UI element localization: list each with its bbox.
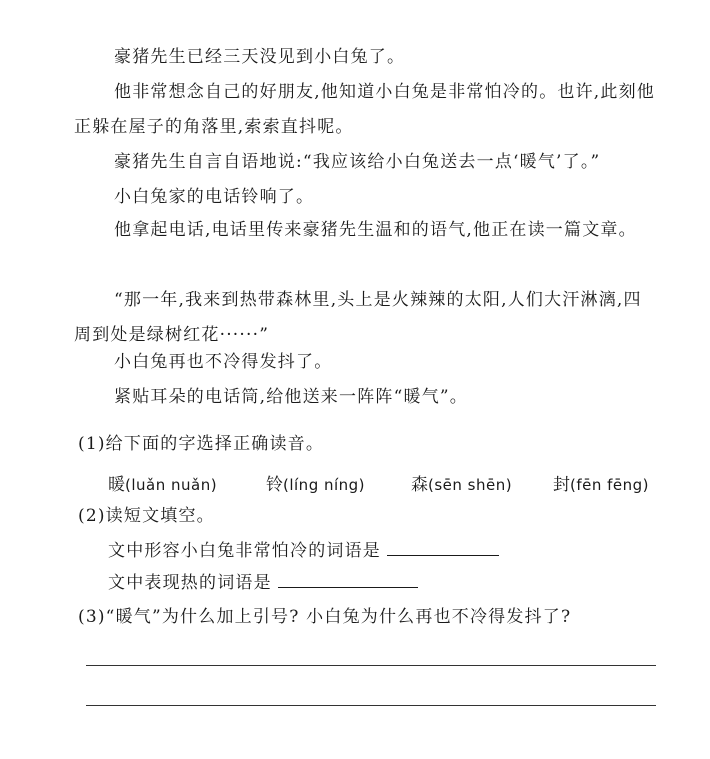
- passage-paragraph-5: 他拿起电话,电话里传来豪猪先生温和的语气,他正在读一篇文章。: [114, 220, 637, 240]
- question-2-label: (2)读短文填空。: [78, 506, 215, 526]
- answer-line-1[interactable]: [86, 665, 656, 666]
- passage-paragraph-2: 他非常想念自己的好朋友,他知道小白兔是非常怕冷的。也许,此刻他正躲在屋子的角落里,索索直抖呢。: [74, 82, 656, 137]
- pinyin-char: 铃: [266, 475, 283, 495]
- pinyin-choices: [108, 470, 663, 500]
- pinyin-options: (líng níng): [283, 476, 366, 494]
- question-2-line-1: [108, 537, 499, 565]
- pinyin-choice-2: [266, 470, 365, 500]
- pinyin-options: (fēn fēng): [570, 476, 650, 494]
- passage-paragraph-6: “那一年,我来到热带森林里,头上是火辣辣的太阳,人们大汗淋漓,四周到处是绿树红花······”: [74, 290, 642, 345]
- pinyin-options: (luǎn nuǎn): [125, 476, 218, 494]
- pinyin-options: (sēn shēn): [428, 476, 513, 494]
- pinyin-char: 封: [553, 475, 570, 495]
- passage-paragraph-1: 豪猪先生已经三天没见到小白兔了。: [114, 47, 406, 67]
- pinyin-char: 森: [411, 475, 428, 495]
- question-2-line-2-text: 文中表现热的词语是: [108, 573, 272, 593]
- pinyin-choice-3: [411, 470, 512, 500]
- fill-blank-2[interactable]: [278, 586, 418, 588]
- passage-paragraph-7: 小白兔再也不冷得发抖了。: [114, 352, 333, 372]
- question-2-line-2: [108, 569, 418, 597]
- passage-paragraph-3: 豪猪先生自言自语地说:“我应该给小白兔送去一点‘暖气’了。”: [114, 152, 601, 172]
- answer-line-2[interactable]: [86, 705, 656, 706]
- fill-blank-1[interactable]: [387, 554, 499, 556]
- question-1-label: (1)给下面的字选择正确读音。: [78, 434, 325, 454]
- pinyin-choice-1: [108, 470, 217, 500]
- passage-paragraph-8: 紧贴耳朵的电话筒,给他送来一阵阵“暖气”。: [114, 387, 468, 407]
- passage-paragraph-4: 小白兔家的电话铃响了。: [114, 187, 315, 207]
- pinyin-char: 暖: [108, 475, 125, 495]
- question-3-label: (3)“暖气”为什么加上引号? 小白兔为什么再也不冷得发抖了?: [78, 607, 572, 627]
- pinyin-choice-4: [553, 470, 649, 500]
- question-2-line-1-text: 文中形容小白兔非常怕冷的词语是: [108, 541, 381, 561]
